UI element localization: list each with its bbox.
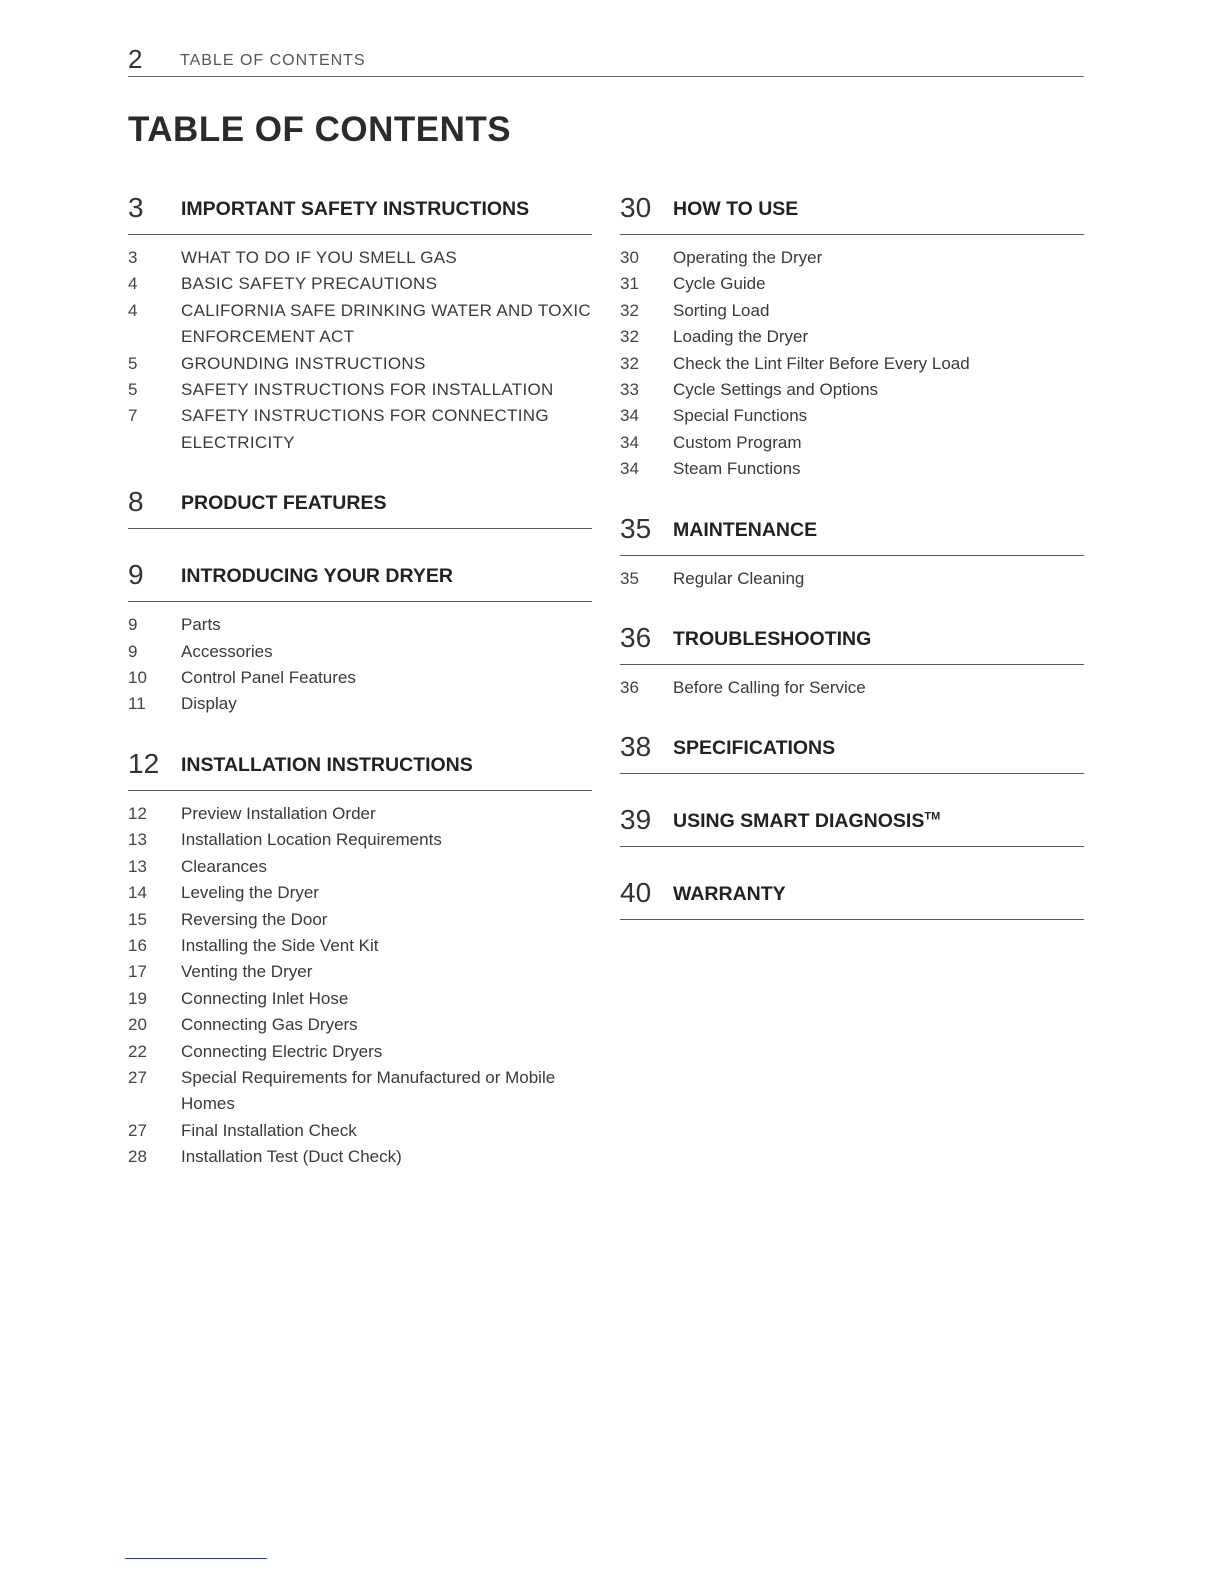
section-entries [128,245,592,456]
entry-text: Sorting Load [673,300,770,320]
entry-page-number: 4 [128,300,138,320]
toc-entry[interactable] [128,403,592,456]
section-title [181,754,473,777]
section-title [673,198,798,221]
toc-entry[interactable] [128,959,592,985]
toc-entry[interactable] [620,324,1084,350]
toc-entry[interactable] [128,298,592,351]
toc-entry[interactable] [128,880,592,906]
toc-entry[interactable] [620,430,1084,456]
toc-section-important-safety-instructions [128,190,592,456]
entry-text: Connecting Gas Dryers [181,1015,358,1035]
section-page-number: 9 [128,559,144,591]
entry-page-number: 9 [128,615,138,635]
entry-text: Installation Test (Duct Check) [181,1147,402,1167]
section-title [673,810,940,833]
section-title [673,519,817,542]
section-entries [620,675,1084,701]
entry-page-number: 32 [620,300,639,320]
toc-entry[interactable] [620,377,1084,403]
entry-page-number: 5 [128,380,138,400]
toc-entry[interactable] [128,986,592,1012]
section-title-text: PRODUCT FEATURES [181,492,387,515]
entry-text: Special Requirements for Manufactured or Mobile Homes [181,1067,556,1114]
section-title [181,198,529,221]
entry-text: SAFETY INSTRUCTIONS FOR CONNECTING ELECTRICITY [181,406,549,452]
entry-text: Special Functions [673,406,808,426]
section-page-number: 36 [620,622,652,654]
entry-text: Cycle Guide [673,274,766,294]
toc-entry[interactable] [128,691,592,717]
toc-entry[interactable] [620,456,1084,482]
entry-page-number: 4 [128,274,138,294]
entry-text: Leveling the Dryer [181,883,319,903]
section-title-text: MAINTENANCE [673,518,818,541]
entry-page-number: 30 [620,248,639,267]
toc-entry[interactable] [128,351,592,377]
toc-section-specifications [620,729,1084,774]
entry-page-number: 11 [128,694,146,714]
section-title [181,492,386,515]
entry-page-number: 13 [128,830,147,850]
entry-text: Cycle Settings and Options [673,380,879,400]
toc-entry[interactable] [128,907,592,933]
section-heading[interactable] [128,557,592,602]
entry-text: Reversing the Door [181,909,328,929]
section-heading[interactable] [620,802,1084,847]
entry-text: Steam Functions [673,459,801,479]
entry-page-number: 13 [128,856,147,876]
entry-page-number: 28 [128,1147,147,1167]
entry-text: Connecting Inlet Hose [181,988,349,1008]
entry-text: BASIC SAFETY PRECAUTIONS [181,274,438,294]
section-page-number: 35 [620,512,652,544]
section-title-text: WARRANTY [673,883,786,906]
toc-entry[interactable] [620,351,1084,377]
entry-page-number: 22 [128,1041,147,1061]
section-heading[interactable] [620,190,1084,235]
section-entries [620,566,1084,592]
entry-page-number: 35 [620,568,639,588]
section-heading[interactable] [128,190,592,235]
entry-page-number: 27 [128,1120,147,1140]
entry-page-number: 7 [128,406,138,426]
entry-page-number: 20 [128,1015,147,1035]
toc-entry[interactable] [128,827,592,853]
toc-entry[interactable] [128,854,592,880]
section-heading[interactable] [128,746,592,791]
header-page-number: 2 [128,44,143,74]
section-title [181,565,453,588]
toc-section-installation-instructions [128,746,592,1171]
toc-section-product-features [128,484,592,529]
section-page-number: 3 [128,192,144,223]
section-entries [620,245,1084,483]
entry-page-number: 36 [620,678,639,698]
entry-text: Control Panel Features [181,668,356,688]
toc-section-how-to-use [620,190,1084,483]
section-heading[interactable] [620,511,1084,556]
entry-text: Accessories [181,641,273,661]
entry-text: Installing the Side Vent Kit [181,935,379,955]
section-title-text: TROUBLESHOOTING [673,628,872,651]
entry-page-number: 31 [620,274,639,294]
entry-page-number: 14 [128,883,147,903]
toc-entry[interactable] [620,298,1084,324]
header-running-title: TABLE OF CONTENTS [180,52,366,69]
entry-page-number: 34 [620,406,639,426]
running-header [128,44,1084,77]
entry-text: Final Installation Check [181,1120,357,1140]
entry-text: SAFETY INSTRUCTIONS FOR INSTALLATION [181,380,554,400]
toc-entry[interactable] [620,403,1084,429]
entry-text: Loading the Dryer [673,327,809,347]
toc-entry[interactable] [128,245,592,271]
entry-page-number: 17 [128,962,147,982]
entry-text: Installation Location Requirements [181,830,442,850]
section-page-number: 30 [620,192,652,223]
section-title-text: SPECIFICATIONS [673,737,836,760]
footer-rule [125,1558,267,1559]
entry-page-number: 32 [620,327,639,347]
entry-page-number: 27 [128,1067,147,1087]
toc-entry[interactable] [128,1144,592,1170]
toc-entry[interactable] [128,1065,592,1118]
toc-entry[interactable] [128,933,592,959]
toc-section-using-smart-diagnosis [620,802,1084,847]
toc-entry[interactable] [128,1118,592,1144]
toc-entry[interactable] [620,566,1084,592]
toc-entry[interactable] [620,245,1084,271]
entry-text: Connecting Electric Dryers [181,1041,383,1061]
entry-text: Venting the Dryer [181,962,313,982]
entry-page-number: 34 [620,459,639,479]
section-heading[interactable] [620,729,1084,774]
section-title-text: INSTALLATION INSTRUCTIONS [181,753,473,776]
section-heading[interactable] [620,875,1084,920]
section-entries [128,801,592,1171]
section-title [673,883,786,906]
entry-page-number: 15 [128,909,147,929]
toc-entry[interactable] [128,1012,592,1038]
entry-text: Parts [181,615,221,635]
toc-entry[interactable] [128,801,592,827]
section-title [673,628,871,651]
toc-section-troubleshooting [620,620,1084,701]
toc-left-column [128,190,592,1199]
section-entries [128,612,592,718]
toc-section-introducing-your-dryer [128,557,592,718]
entry-text: Operating the Dryer [673,248,823,267]
entry-text: Clearances [181,856,267,876]
section-title-text: INTRODUCING YOUR DRYER [181,565,453,588]
toc-section-maintenance [620,511,1084,592]
entry-page-number: 3 [128,248,138,267]
trademark-superscript: TM [924,810,941,823]
entry-text: Preview Installation Order [181,803,376,823]
entry-page-number: 16 [128,935,147,955]
section-page-number: 39 [620,804,652,836]
entry-text: Before Calling for Service [673,678,866,698]
entry-text: Check the Lint Filter Before Every Load [673,353,970,373]
entry-text: Regular Cleaning [673,568,805,588]
section-title-text: IMPORTANT SAFETY INSTRUCTIONS [181,198,530,220]
entry-text: Display [181,694,237,714]
entry-page-number: 5 [128,353,138,373]
page-title: TABLE OF CONTENTS [128,110,512,149]
entry-page-number: 33 [620,380,639,400]
toc-section-warranty [620,875,1084,920]
section-page-number: 12 [128,747,160,779]
section-heading[interactable] [620,620,1084,665]
section-title-text: USING SMART DIAGNOSIS [673,810,925,833]
toc-entry[interactable] [128,271,592,297]
toc-entry[interactable] [620,271,1084,297]
toc-entry[interactable] [128,377,592,403]
toc-entry[interactable] [620,675,1084,701]
section-heading[interactable] [128,484,592,529]
entry-text: WHAT TO DO IF YOU SMELL GAS [181,248,458,267]
entry-page-number: 10 [128,668,147,688]
entry-page-number: 9 [128,641,138,661]
toc-entry[interactable] [128,639,592,665]
toc-entry[interactable] [128,665,592,691]
toc-entry[interactable] [128,1039,592,1065]
section-title-text: HOW TO USE [673,198,799,220]
section-page-number: 38 [620,731,652,763]
section-title [673,737,835,760]
entry-page-number: 19 [128,988,147,1008]
entry-text: CALIFORNIA SAFE DRINKING WATER AND TOXIC ENFORCEMENT ACT [181,300,591,347]
section-page-number: 40 [620,877,652,909]
entry-page-number: 32 [620,353,639,373]
toc-right-column [620,190,1084,948]
entry-text: GROUNDING INSTRUCTIONS [181,353,426,373]
toc-entry[interactable] [128,612,592,638]
entry-text: Custom Program [673,432,802,452]
entry-page-number: 34 [620,432,639,452]
entry-page-number: 12 [128,803,147,823]
section-page-number: 8 [128,486,144,518]
